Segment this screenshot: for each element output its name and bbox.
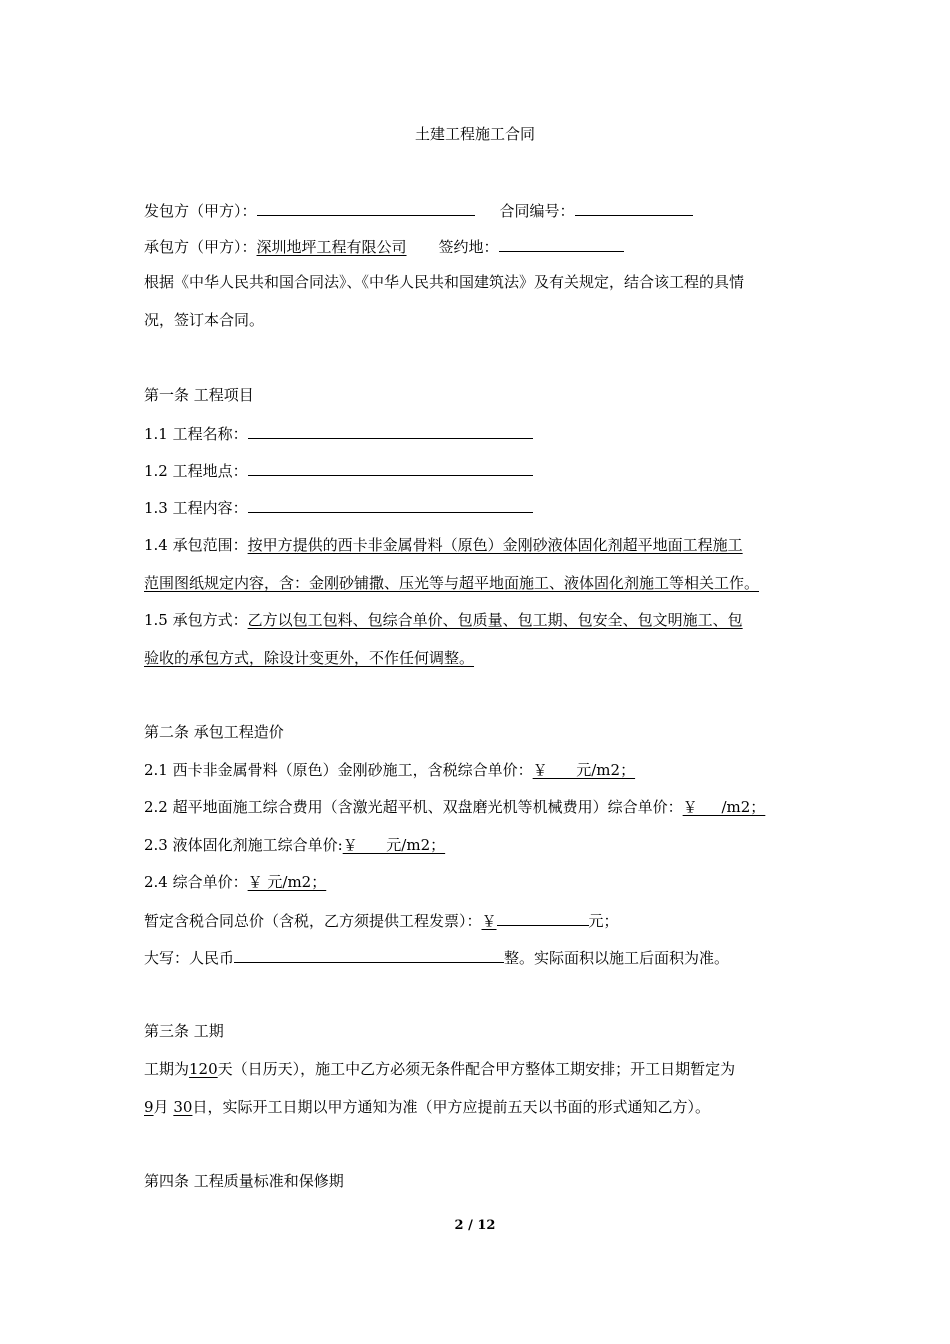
total-price-blank[interactable]	[497, 910, 589, 926]
price-text-3: 2.3 液体固化剂施工综合单价:	[144, 836, 343, 854]
period-line-2	[144, 1097, 710, 1117]
party-a-line	[144, 200, 693, 221]
price-value-3: ￥ 元/m2；	[342, 836, 446, 854]
price-line-3	[144, 835, 445, 855]
party-b-line	[144, 236, 624, 257]
mode-text-2: 验收的承包方式，除设计变更外，不作任何调整。	[144, 649, 475, 667]
document-title: 土建工程施工合同	[414, 125, 535, 143]
project-content-line	[144, 497, 533, 518]
mode-text-1: 乙方以包工包料、包综合单价、包质量、包工期、包安全、包文明施工、包	[247, 611, 743, 629]
project-name-line	[144, 423, 533, 444]
article-4-heading: 第四条 工程质量标准和保修期	[144, 1172, 344, 1190]
article-3-heading: 第三条 工期	[144, 1022, 224, 1040]
price-text-2: 2.2 超平地面施工综合费用（含激光超平机、双盘磨光机等机械费用）综合单价：	[144, 798, 683, 816]
scope-text-1: 按甲方提供的西卡非金属骨料（原色）金刚砂液体固化剂超平地面工程施工	[247, 536, 743, 554]
amount-in-words-line	[144, 947, 729, 968]
scope-line-2	[144, 573, 759, 593]
amount-in-words-label: 大写：人民币	[144, 949, 235, 967]
price-line-2	[144, 797, 765, 817]
amount-in-words-blank[interactable]	[234, 947, 504, 963]
start-month: 9	[144, 1098, 154, 1116]
project-name-blank[interactable]	[248, 423, 533, 439]
price-text-1: 2.1 西卡非金属骨料（原色）金刚砂施工，含税综合单价：	[144, 761, 533, 779]
mode-line-1	[144, 610, 743, 630]
page-number: 2 / 12	[454, 1218, 496, 1233]
party-b-label: 承包方（甲方）：	[144, 238, 257, 256]
total-price-unit: 元；	[588, 912, 619, 930]
article-1-heading: 第一条 工程项目	[144, 386, 254, 404]
project-content-blank[interactable]	[248, 497, 533, 513]
party-a-blank[interactable]	[257, 200, 475, 216]
price-line-1	[144, 760, 635, 780]
scope-label: 1.4 承包范围：	[144, 536, 248, 554]
price-value-4: ￥ 元/m2；	[247, 873, 327, 891]
price-value-2: ￥ /m2；	[682, 798, 766, 816]
period-text-a: 工期为	[144, 1060, 190, 1078]
mode-label: 1.5 承包方式：	[144, 611, 248, 629]
intro-line-2: 况，签订本合同。	[144, 311, 265, 329]
period-text-b: 天（日历天），施工中乙方必须无条件配合甲方整体工期安排；开工日期暂定为	[217, 1060, 736, 1078]
project-name-label: 1.1 工程名称：	[144, 425, 248, 443]
mode-line-2	[144, 648, 474, 668]
start-date-text: 日，实际开工日期以甲方通知为准（甲方应提前五天以书面的形式通知乙方）。	[192, 1098, 710, 1116]
period-days: 120	[189, 1060, 218, 1078]
amount-in-words-tail: 整。实际面积以施工后面积为准。	[504, 949, 730, 967]
scope-text-2: 范围图纸规定内容，含：金刚砂铺撒、压光等与超平地面施工、液体固化剂施工等相关工作。	[144, 574, 760, 592]
party-a-label: 发包方（甲方）：	[144, 202, 257, 220]
total-price-line	[144, 910, 619, 931]
project-content-label: 1.3 工程内容：	[144, 499, 248, 517]
start-day: 30	[173, 1098, 193, 1116]
sign-place-label: 签约地：	[438, 238, 499, 256]
sign-place-blank[interactable]	[499, 236, 624, 252]
intro-line-1: 根据《中华人民共和国合同法》、《中华人民共和国建筑法》及有关规定，结合该工程的具情	[144, 273, 745, 291]
article-2-heading: 第二条 承包工程造价	[144, 723, 284, 741]
period-line-1	[144, 1059, 735, 1079]
scope-line-1	[144, 535, 743, 555]
project-site-line	[144, 460, 533, 481]
total-price-label: 暂定含税合同总价（含税，乙方须提供工程发票）：	[144, 912, 482, 930]
project-site-blank[interactable]	[248, 460, 533, 476]
price-value-1: ￥ 元/m2；	[532, 761, 636, 779]
start-month-unit: 月	[153, 1098, 169, 1116]
project-site-label: 1.2 工程地点：	[144, 462, 248, 480]
price-line-4	[144, 872, 326, 892]
price-text-4: 2.4 综合单价：	[144, 873, 248, 891]
party-b-name: 深圳地坪工程有限公司	[256, 238, 407, 256]
contract-no-label: 合同编号：	[499, 202, 575, 220]
total-price-currency: ￥	[481, 912, 497, 930]
contract-no-blank[interactable]	[575, 200, 693, 216]
